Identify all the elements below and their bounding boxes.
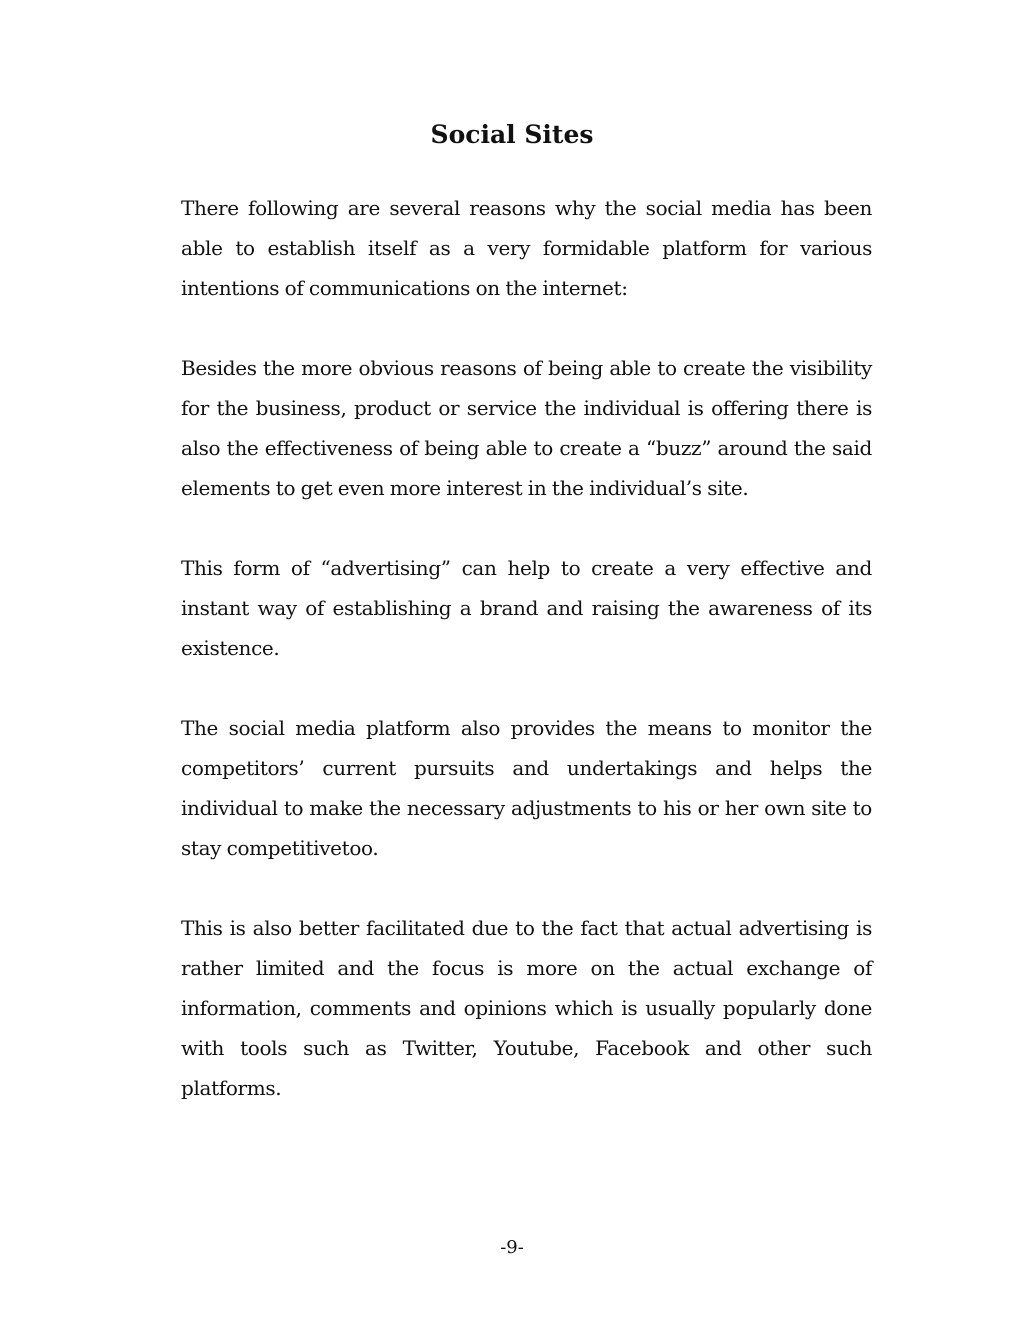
paragraph-competitors: The social media platform also provides the means to monitor the competitors’ current pursuits and undertakings and helps the individual to make the necessary adjustments to his or her own site to stay competitivetoo. [181,716,872,860]
page-title: Social Sites [430,120,594,149]
paragraph-intro: There following are several reasons why the social media has been able to establish itself as a very formidable platform for various intentions of communications on the internet: [181,196,872,300]
paragraph-advertising: This form of “advertising” can help to create a very effective and instant way of establishing a brand and raising the awareness of its existence. [181,556,872,660]
page-number: -9- [500,1237,524,1258]
document-body [181,188,872,1148]
paragraph-visibility: Besides the more obvious reasons of being able to create the visibility for the business, product or service the individual is offering there is also the effectiveness of being able to create a “buzz” around the said elements to get even more interest in the individual’s site. [181,356,872,500]
paragraph-exchange: This is also better facilitated due to the fact that actual advertising is rather limited and the focus is more on the actual exchange of information, comments and opinions which is usually popularly done with tools such as Twitter, Youtube, Facebook and other such platforms. [181,916,872,1100]
